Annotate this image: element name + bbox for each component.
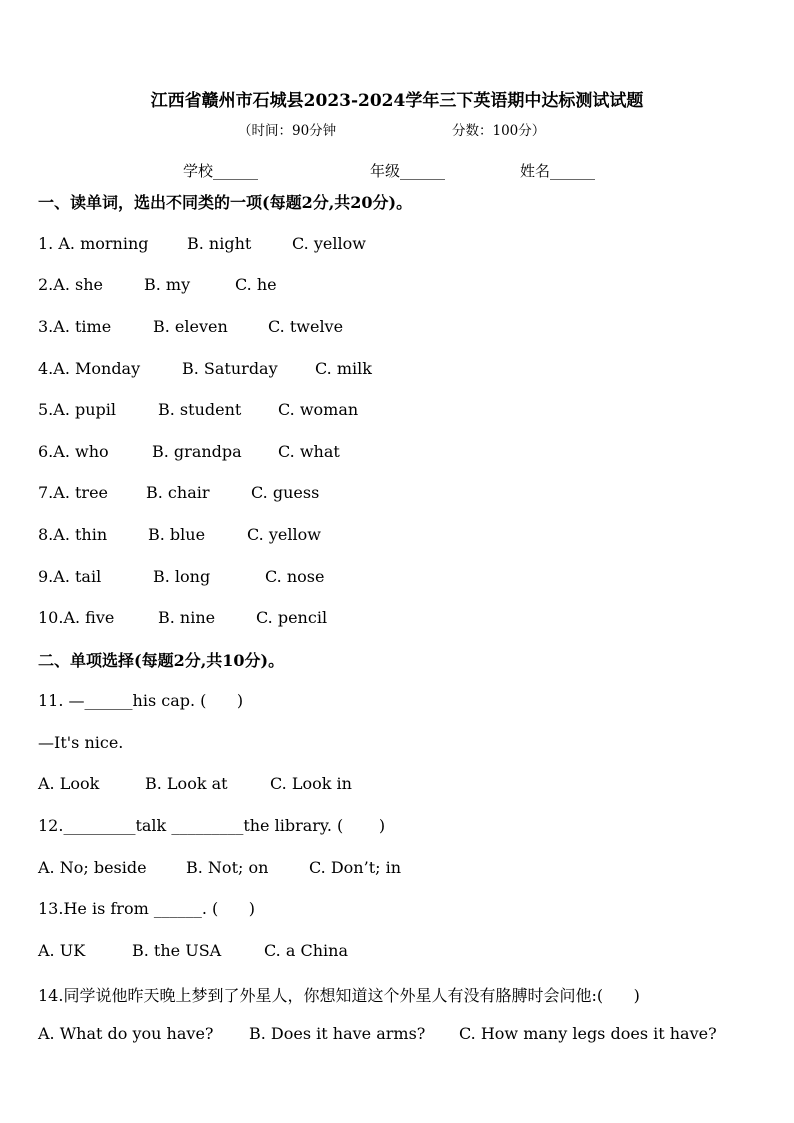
question-7-c: C. guess [251, 483, 320, 502]
question-5-c: C. woman [278, 400, 359, 419]
question-13-b: B. the USA [132, 941, 222, 960]
question-8-a: 8.A. thin [38, 525, 108, 544]
question-4-b: B. Saturday [182, 359, 278, 378]
question-6-b: B. grandpa [152, 442, 242, 461]
question-7-a: 7.A. tree [38, 483, 109, 502]
question-11-a: A. Look [38, 774, 100, 793]
question-2-a: 2.A. she [38, 275, 103, 294]
question-10-c: C. pencil [256, 608, 328, 627]
question-2-c: C. he [235, 275, 277, 294]
question-1-b: B. night [187, 234, 252, 253]
question-4-c: C. milk [315, 359, 372, 378]
question-2-b: B. my [144, 275, 191, 294]
question-6-c: C. what [278, 442, 340, 461]
question-8-b: B. blue [148, 525, 206, 544]
question-13-c: C. a China [264, 941, 348, 960]
exam-score: 分数：100分） [452, 123, 546, 139]
exam-time: （时间：90分钟 [238, 123, 337, 139]
question-5-a: 5.A. pupil [38, 400, 117, 419]
question-11-b: B. Look at [145, 774, 228, 793]
question-4-a: 4.A. Monday [38, 359, 141, 378]
question-11-reply: —It's nice. [38, 733, 124, 752]
question-3-b: B. eleven [153, 317, 228, 336]
question-14-c: C. How many legs does it have? [459, 1024, 717, 1043]
question-12-a: A. No; beside [38, 858, 147, 877]
page-title: 江西省赣州市石城县2023-2024学年三下英语期中达标测试试题 [150, 91, 644, 111]
question-5-b: B. student [158, 400, 242, 419]
section-2-heading: 二、单项选择(每题2分,共10分)。 [38, 651, 285, 670]
question-10-b: B. nine [158, 608, 216, 627]
question-12-b: B. Not; on [186, 858, 269, 877]
question-14-stem: 14.同学说他昨天晚上梦到了外星人，你想知道这个外星人有没有胳膊时会问他:( ) [38, 986, 640, 1005]
grade-field: 年级______ [370, 162, 446, 180]
question-12-stem: 12._________talk _________the library. ( ) [38, 816, 386, 835]
question-10-a: 10.A. five [38, 608, 115, 627]
question-9-b: B. long [153, 567, 211, 586]
question-1-a: 1. A. morning [38, 234, 149, 253]
question-13-stem: 13.He is from ______. ( ) [38, 899, 255, 918]
question-12-c: C. Don’t; in [309, 858, 402, 877]
question-11-c: C. Look in [270, 774, 352, 793]
question-11-stem: 11. —______his cap. ( ) [38, 691, 244, 710]
question-3-a: 3.A. time [38, 317, 112, 336]
question-3-c: C. twelve [268, 317, 344, 336]
name-field: 姓名______ [520, 162, 596, 180]
question-7-b: B. chair [146, 483, 210, 502]
question-13-a: A. UK [38, 941, 86, 960]
section-1-heading: 一、读单词，选出不同类的一项(每题2分,共20分)。 [38, 193, 413, 212]
school-field: 学校______ [183, 162, 259, 180]
question-6-a: 6.A. who [38, 442, 109, 461]
question-14-b: B. Does it have arms? [249, 1024, 426, 1043]
question-1-c: C. yellow [292, 234, 366, 253]
question-9-c: C. nose [265, 567, 325, 586]
question-8-c: C. yellow [247, 525, 321, 544]
question-14-a: A. What do you have? [38, 1024, 214, 1043]
question-9-a: 9.A. tail [38, 567, 102, 586]
